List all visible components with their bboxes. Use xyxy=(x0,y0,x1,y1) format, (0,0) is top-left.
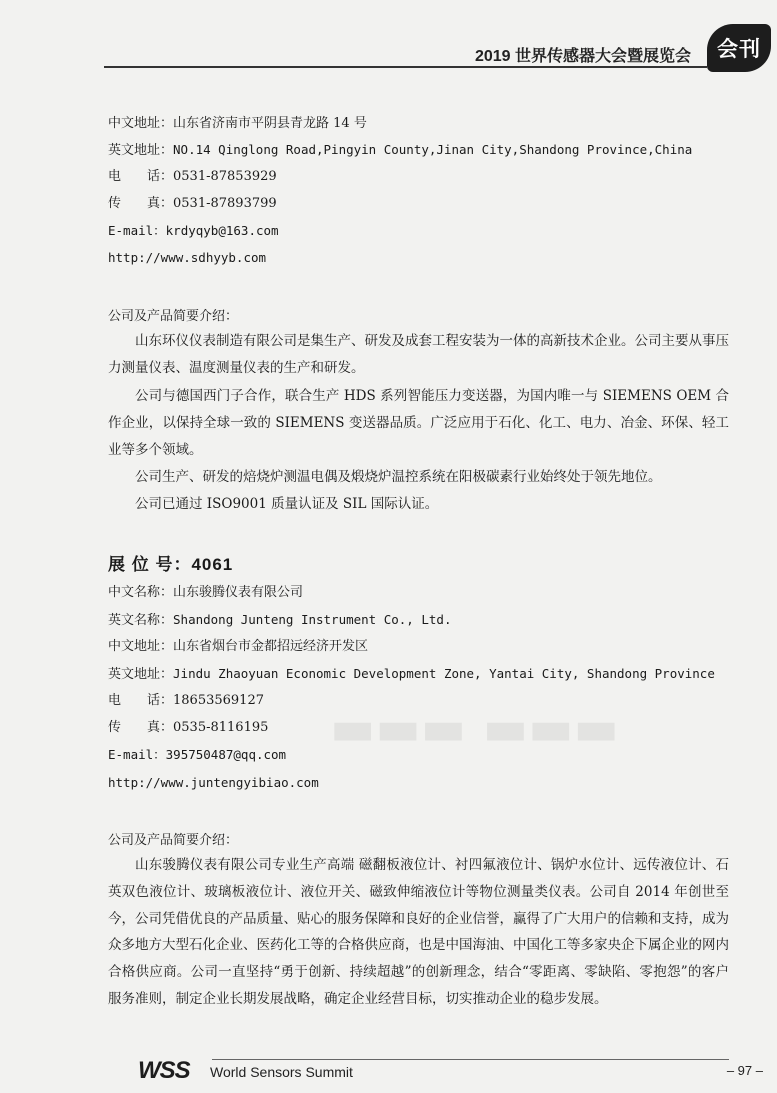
c1-addr-en-label: 英文地址： xyxy=(108,143,174,158)
c1-intro-heading: 公司及产品简要介绍： xyxy=(108,309,239,324)
c1-email-value[interactable]: krdyqyb@163.com xyxy=(165,223,279,238)
c1-fax xyxy=(108,195,277,213)
c1-tel xyxy=(108,168,277,186)
footer-rule xyxy=(212,1059,729,1060)
c1-addr-en-value: NO.14 Qinglong Road,Pingyin County,Jinan City,Shandong Province,China xyxy=(173,142,693,157)
c2-fax-value: 0535-8116195 xyxy=(173,720,269,735)
c1-paragraph-3: 公司生产、研发的焙烧炉测温电偶及煅烧炉温控系统在阳极碳素行业始终处于领先地位。 xyxy=(135,469,662,485)
c2-website-link[interactable]: http://www.juntengyibiao.com xyxy=(108,775,319,790)
c2-addr-cn xyxy=(108,638,368,656)
c1-addr-en xyxy=(108,141,692,160)
c2-addr-cn-value: 山东省烟台市金都招远经济开发区 xyxy=(173,639,369,654)
c2-tel-label: 电 话： xyxy=(108,693,174,708)
footer-event-name: World Sensors Summit xyxy=(210,1064,353,1080)
c2-name-cn-value: 山东骏腾仪表有限公司 xyxy=(173,585,304,600)
c1-paragraph-2: 公司与德国西门子合作，联合生产 HDS 系列智能压力变送器，为国内唯一与 SIEMENS OEM 合作企业，以保持全球一致的 SIEMENS 变送器品质。广泛应用于石化、化工、电力、冶金、环保、轻工业等多个领域。 xyxy=(108,388,729,458)
c2-name-en-value: Shandong Junteng Instrument Co., Ltd. xyxy=(173,612,452,627)
header-rule xyxy=(104,66,707,68)
header-title: 2019 世界传感器大会暨展览会 xyxy=(474,48,691,65)
c2-email-value[interactable]: 395750487@qq.com xyxy=(165,747,287,762)
c1-email xyxy=(108,222,279,241)
c2-email-label: E-mail： xyxy=(108,747,166,762)
c1-fax-label: 传 真： xyxy=(108,196,174,211)
page-number: – 97 – xyxy=(726,1063,763,1078)
c1-paragraph-4: 公司已通过 ISO9001 质量认证及 SIL 国际认证。 xyxy=(135,496,439,512)
c2-addr-en-value: Jindu Zhaoyuan Economic Development Zone, Yantai City, Shandong Province xyxy=(173,666,715,681)
c2-name-en-label: 英文名称： xyxy=(108,613,174,628)
bleed-through-graphic: ▬▬▬ ▬▬▬ xyxy=(330,700,619,756)
c1-tel-label: 电 话： xyxy=(108,169,174,184)
c2-addr-cn-label: 中文地址： xyxy=(108,639,174,654)
c2-email xyxy=(108,746,286,765)
c2-fax xyxy=(108,719,268,737)
c2-intro-heading: 公司及产品简要介绍： xyxy=(108,833,239,848)
c2-name-cn-label: 中文名称： xyxy=(108,585,174,600)
c2-tel xyxy=(108,692,264,710)
c1-addr-cn xyxy=(108,115,367,133)
booth-number-heading: 展 位 号：4061 xyxy=(108,555,234,574)
c2-fax-label: 传 真： xyxy=(108,720,174,735)
c2-addr-en-label: 英文地址： xyxy=(108,667,174,682)
c1-fax-value: 0531-87893799 xyxy=(173,196,277,211)
c1-email-label: E-mail： xyxy=(108,223,166,238)
header-badge: 会刊 xyxy=(707,24,771,72)
c1-paragraph-1: 山东环仪仪表制造有限公司是集生产、研发及成套工程安装为一体的高新技术企业。公司主要从事压力测量仪表、温度测量仪表的生产和研发。 xyxy=(108,333,729,376)
c1-website-link[interactable]: http://www.sdhyyb.com xyxy=(108,250,267,265)
c1-addr-cn-value: 山东省济南市平阴县青龙路 14 号 xyxy=(173,116,367,131)
c2-addr-en xyxy=(108,665,715,684)
c1-tel-value: 0531-87853929 xyxy=(173,169,277,184)
c2-name-en xyxy=(108,611,451,630)
wss-logo: WSS xyxy=(138,1057,190,1084)
c2-tel-value: 18653569127 xyxy=(173,693,264,708)
c2-paragraph-1: 山东骏腾仪表有限公司专业生产高端 磁翻板液位计、衬四氟液位计、锅炉水位计、远传液位计、石英双色液位计、玻璃板液位计、液位开关、磁致伸缩液位计等物位测量类仪表。公司自 2014 年创世至今，公司凭借优良的产品质量、贴心的服务保障和良好的企业信誉，赢得了广大用户的信赖和支持，成为众多地方大型石化企业、医药化工等的合格供应商，也是中国海油、中国化工等多家央企下属企业的网内合格供应商。公司一直坚持“勇于创新、持续超越”的创新理念，结合“零距离、零缺陷、零抱怨”的客户服务准则，制定企业长期发展战略，确定企业经营目标，切实推动企业的稳步发展。 xyxy=(108,857,729,1007)
c1-addr-cn-label: 中文地址： xyxy=(108,116,174,131)
c2-name-cn xyxy=(108,584,303,602)
